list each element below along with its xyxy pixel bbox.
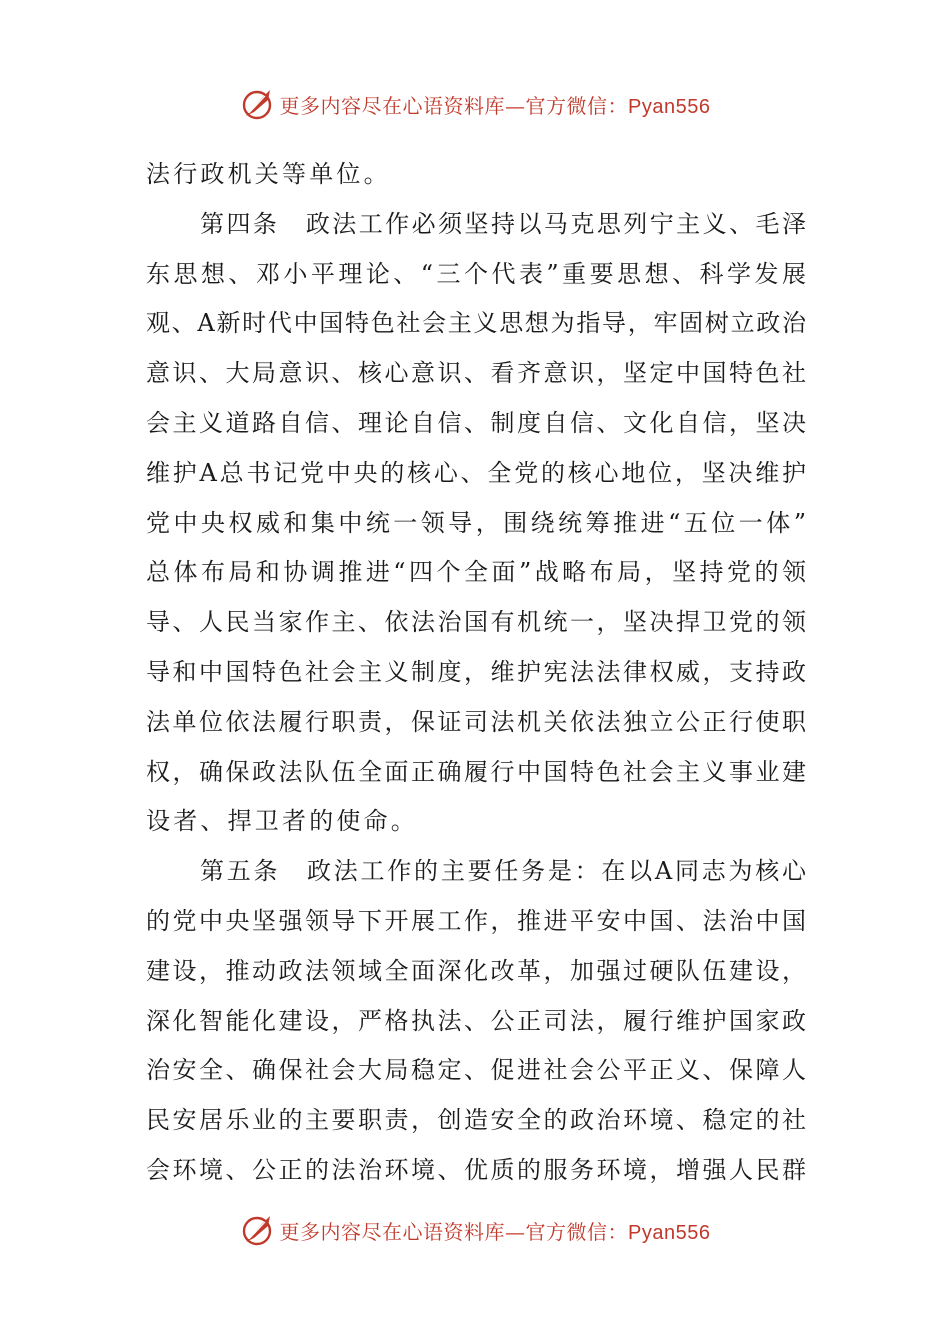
- text-line: 设者、捍卫者的使命。: [146, 807, 418, 836]
- header-watermark-banner: [0, 84, 950, 124]
- text-line: 意识、大局意识、核心意识、看齐意识，坚定中国特色社: [146, 359, 806, 388]
- text-line: 导、人民当家作主、依法治国有机统一，坚决捍卫党的领: [146, 608, 806, 637]
- text-line: 党中央权威和集中统一领导，围绕统筹推进“五位一体”: [146, 508, 806, 537]
- text-line: 东思想、邓小平理论、“三个代表”重要思想、科学发展: [146, 259, 806, 288]
- text-line: 建设，推动政法领域全面深化改革，加强过硬队伍建设，: [146, 956, 806, 985]
- text-line: 第五条 政法工作的主要任务是：在以A同志为核心: [200, 857, 806, 886]
- quill-seal-logo-icon: [240, 1212, 276, 1248]
- footer-banner-text: 更多内容尽在心语资料库—官方微信：Pyan556: [279, 1219, 711, 1244]
- text-line: 深化智能化建设，严格执法、公正司法，履行维护国家政: [146, 1006, 806, 1035]
- quill-seal-logo-icon: [240, 86, 276, 122]
- header-wechat-id: Pyan556: [628, 95, 711, 118]
- text-line: 民安居乐业的主要职责，创造安全的政治环境、稳定的社: [146, 1106, 806, 1135]
- text-line: 导和中国特色社会主义制度，维护宪法法律权威，支持政: [146, 657, 806, 686]
- text-line: 法单位依法履行职责，保证司法机关依法独立公正行使职: [146, 707, 806, 736]
- text-line: 法行政机关等单位。: [146, 160, 391, 188]
- footer-wechat-id: Pyan556: [628, 1221, 711, 1244]
- text-line: 维护A总书记党中央的核心、全党的核心地位，坚决维护: [146, 458, 806, 487]
- text-line: 总体布局和协调推进“四个全面”战略布局，坚持党的领: [146, 558, 806, 587]
- header-banner-text: 更多内容尽在心语资料库—官方微信：Pyan556: [279, 93, 711, 118]
- text-line: 会环境、公正的法治环境、优质的服务环境，增强人民群: [146, 1155, 806, 1184]
- text-line: 权，确保政法队伍全面正确履行中国特色社会主义事业建: [146, 757, 806, 786]
- document-body: [146, 150, 806, 1196]
- text-line: 第四条 政法工作必须坚持以马克思列宁主义、毛泽: [200, 209, 806, 238]
- footer-watermark-banner: [0, 1210, 950, 1250]
- text-line: 会主义道路自信、理论自信、制度自信、文化自信，坚决: [146, 408, 806, 437]
- text-line: 观、A新时代中国特色社会主义思想为指导，牢固树立政治: [146, 309, 806, 338]
- text-line: 治安全、确保社会大局稳定、促进社会公平正义、保障人: [146, 1056, 806, 1085]
- text-line: 的党中央坚强领导下开展工作，推进平安中国、法治中国: [146, 906, 806, 935]
